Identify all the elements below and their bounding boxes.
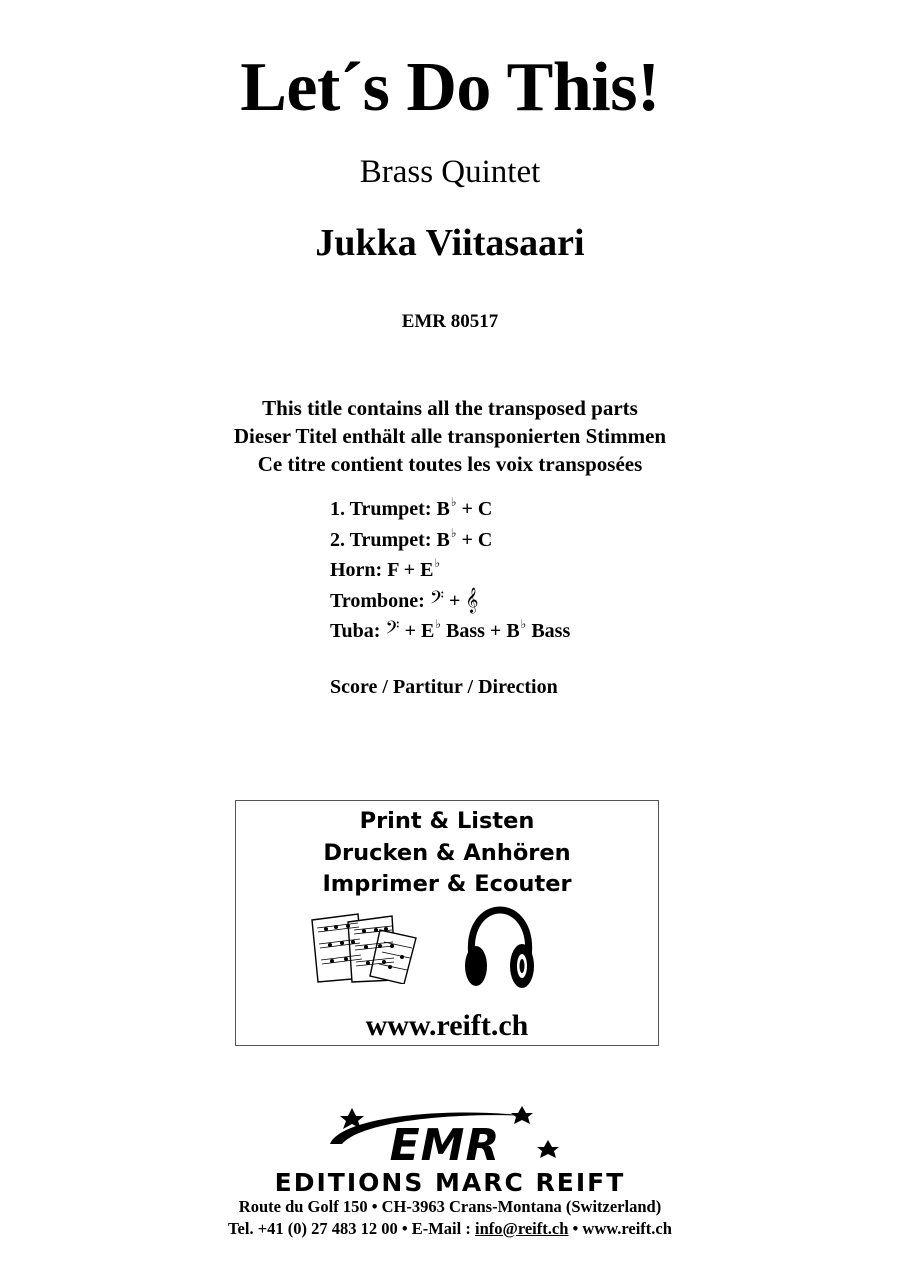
headphones-icon: [462, 906, 538, 992]
notice-line-german: Dieser Titel enthält alle transponierten Stimmen: [233, 424, 667, 448]
promo-line-english: Print & Listen: [359, 808, 535, 834]
emr-logo: [300, 1104, 590, 1172]
part-label: Trombone:: [330, 589, 425, 612]
flat-sign: ♭: [450, 495, 457, 509]
flat-sign: ♭: [434, 556, 441, 570]
part-key: B: [506, 620, 520, 642]
publisher-address: Route du Golf 150 • CH-3963 Crans-Montana (Switzerland): [238, 1197, 662, 1216]
part-trumpet-2: [330, 525, 570, 556]
flat-sign: ♭: [435, 617, 441, 631]
plus-sign: +: [448, 589, 461, 612]
contact-phone: Tel. +41 (0) 27 483 12 00 • E-Mail :: [228, 1219, 471, 1238]
treble-clef-icon: 𝄞: [465, 587, 479, 613]
part-key: B: [436, 498, 450, 520]
notice-line-french: Ce titre contient toutes les voix transposées: [257, 452, 643, 476]
transposed-parts-notice: [0, 394, 900, 478]
part-label: Tuba:: [330, 620, 381, 642]
part-key: F: [387, 559, 399, 581]
website-link[interactable]: www.reift.ch: [365, 1009, 529, 1042]
plus-sign: +: [403, 559, 416, 581]
part-label: 1. Trumpet:: [330, 498, 432, 520]
part-key: B: [436, 528, 450, 551]
email-link[interactable]: info@reift.ch: [474, 1219, 569, 1238]
part-key: E: [420, 620, 435, 642]
plus-sign: +: [461, 498, 473, 520]
catalog-number: EMR 80517: [401, 311, 499, 332]
bass-clef-icon: 𝄢: [385, 618, 400, 643]
bass-clef-icon: 𝄢: [429, 587, 444, 613]
part-label: Horn:: [330, 559, 383, 581]
page-title: Let´s Do This!: [240, 49, 660, 126]
part-tuba: [330, 616, 570, 647]
flat-sign: ♭: [520, 617, 527, 631]
part-key: C: [477, 498, 493, 520]
contact-website[interactable]: • www.reift.ch: [572, 1219, 672, 1238]
subtitle: Brass Quintet: [359, 154, 541, 190]
flat-sign: ♭: [450, 525, 457, 540]
part-horn: [330, 555, 570, 586]
composer-name: Jukka Viitasaari: [315, 222, 585, 264]
plus-sign: +: [461, 528, 473, 551]
promo-line-german: Drucken & Anhören: [323, 839, 571, 866]
part-label: 2. Trumpet:: [330, 528, 432, 551]
part-key: E: [420, 559, 434, 581]
part-trumpet-1: [330, 494, 570, 525]
plus-sign: +: [489, 620, 502, 642]
plus-sign: +: [404, 620, 416, 642]
bass-label: Bass: [446, 620, 485, 642]
sheet-music-icon: [308, 912, 420, 984]
part-trombone: [330, 586, 570, 617]
publisher-name: EDITIONS MARC REIFT: [274, 1168, 626, 1197]
bass-label: Bass: [531, 620, 571, 642]
print-listen-heading: [235, 806, 659, 901]
part-key: C: [477, 528, 493, 551]
publisher-contact: [0, 1218, 900, 1240]
promo-line-french: Imprimer & Ecouter: [322, 871, 572, 897]
score-label: Score / Partitur / Direction: [330, 676, 558, 698]
parts-list: [330, 494, 570, 647]
logo-text: EMR: [389, 1120, 501, 1171]
notice-line-english: This title contains all the transposed parts: [262, 396, 638, 420]
